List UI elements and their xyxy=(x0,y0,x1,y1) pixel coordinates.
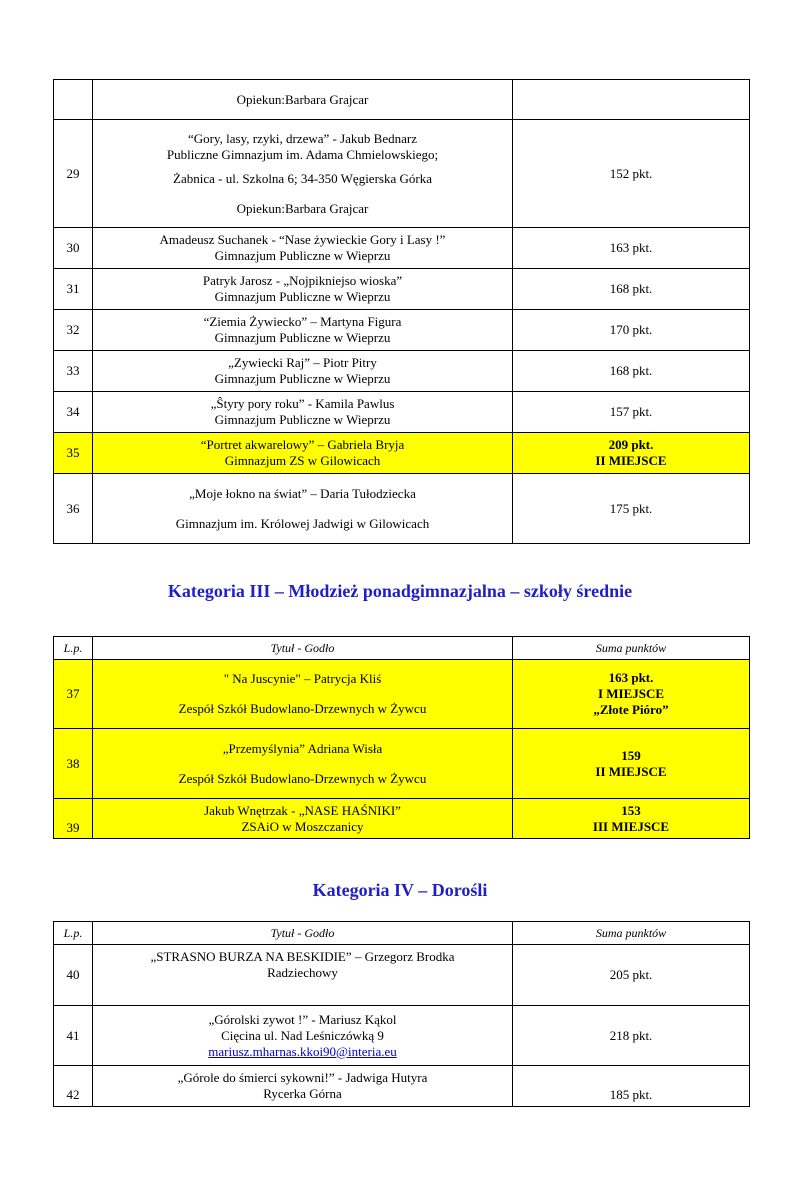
row-number: 36 xyxy=(54,474,93,544)
category-3-heading: Kategoria III – Młodzież ponadgimnazjalna – szkoły średnie xyxy=(167,581,633,601)
row-number: 30 xyxy=(54,228,93,269)
row-number: 31 xyxy=(54,269,93,310)
entry-score: 209 pkt. II MIEJSCE xyxy=(513,433,750,474)
entry-title: „Przemyślynia” Adriana Wisła Zespół Szkół Budowlano-Drzewnych w Żywcu xyxy=(93,729,513,799)
entry-title: „Moje łokno na świat” – Daria Tułodziecka Gimnazjum im. Królowej Jadwigi w Gilowicach xyxy=(93,474,513,544)
table-row-highlighted xyxy=(54,729,750,799)
entry-title: Amadeusz Suchanek - “Nase żywieckie Gory i Lasy !” Gimnazjum Publiczne w Wieprzu xyxy=(93,228,513,269)
header-score: Suma punktów xyxy=(513,922,750,945)
entry-title: Jakub Wnętrzak - „NASE HAŚNIKI” ZSAiO w Moszczanicy xyxy=(93,799,513,839)
row-number: 41 xyxy=(54,1006,93,1066)
row-number: 32 xyxy=(54,310,93,351)
category-4-heading: Kategoria IV – Dorośli xyxy=(312,880,488,900)
table-row-highlighted xyxy=(54,433,750,474)
table-row xyxy=(54,1006,750,1066)
table-row xyxy=(54,1066,750,1107)
entry-score: 168 pkt. xyxy=(513,351,750,392)
row-number: 42 xyxy=(54,1066,93,1107)
results-table-cat2 xyxy=(53,79,750,544)
entry-title: „Górolski zywot !” - Mariusz Kąkol Cięcina ul. Nad Leśniczówką 9 mariusz.mharnas.kkoi90@interia.eu xyxy=(93,1006,513,1066)
table-row xyxy=(54,228,750,269)
entry-score: 153 III MIEJSCE xyxy=(513,799,750,839)
email-link[interactable]: mariusz.mharnas.kkoi90@interia.eu xyxy=(208,1043,397,1059)
entry-score: 163 pkt. xyxy=(513,228,750,269)
row-number: 29 xyxy=(54,120,93,228)
row-number: 34 xyxy=(54,392,93,433)
entry-title: “Gory, lasy, rzyki, drzewa” - Jakub Bednarz Publiczne Gimnazjum im. Adama Chmielowskiego; Żabnica - ul. Szkolna 6; 34-350 Węgierska Górka Opiekun:Barbara Grajcar xyxy=(93,120,513,228)
entry-score: 218 pkt. xyxy=(513,1006,750,1066)
entry-title: „STRASNO BURZA NA BESKIDIE” – Grzegorz Brodka Radziechowy xyxy=(93,945,513,1006)
table-row xyxy=(54,120,750,228)
table-row xyxy=(54,945,750,1006)
results-table-cat3 xyxy=(53,636,750,839)
entry-title: „Zywiecki Raj” – Piotr Pitry Gimnazjum Publiczne w Wieprzu xyxy=(93,351,513,392)
entry-score: 159 II MIEJSCE xyxy=(513,729,750,799)
entry-title: “Portret akwarelowy” – Gabriela Bryja Gimnazjum ZS w Gilowicach xyxy=(93,433,513,474)
header-title: Tytuł - Godło xyxy=(93,637,513,660)
table-row-highlighted xyxy=(54,799,750,839)
entry-score: 168 pkt. xyxy=(513,269,750,310)
entry-title: „Górole do śmierci sykowni!” - Jadwiga Hutyra Rycerka Górna xyxy=(93,1066,513,1107)
table-row xyxy=(54,80,750,120)
row-number: 37 xyxy=(54,660,93,729)
row-number: 35 xyxy=(54,433,93,474)
table-row xyxy=(54,269,750,310)
results-table-cat4 xyxy=(53,921,750,1107)
header-title: Tytuł - Godło xyxy=(93,922,513,945)
table-row xyxy=(54,351,750,392)
entry-score: 170 pkt. xyxy=(513,310,750,351)
header-num: L.p. xyxy=(54,637,93,660)
header-score: Suma punktów xyxy=(513,637,750,660)
row-number: 39 xyxy=(54,799,93,839)
entry-title: " Na Juscynie" – Patrycja Kliś Zespół Szkół Budowlano-Drzewnych w Żywcu xyxy=(93,660,513,729)
table-row xyxy=(54,474,750,544)
header-num: L.p. xyxy=(54,922,93,945)
row-number: 33 xyxy=(54,351,93,392)
entry-score: 185 pkt. xyxy=(513,1066,750,1107)
entry-score: 175 pkt. xyxy=(513,474,750,544)
entry-title: Patryk Jarosz - „Nojpikniejso wioska” Gimnazjum Publiczne w Wieprzu xyxy=(93,269,513,310)
row-number: 40 xyxy=(54,945,93,1006)
entry-title: Opiekun:Barbara Grajcar xyxy=(93,80,513,120)
row-number xyxy=(54,80,93,120)
entry-score: 157 pkt. xyxy=(513,392,750,433)
table-row xyxy=(54,392,750,433)
entry-title: „Ŝtyry pory roku” - Kamila Pawlus Gimnazjum Publiczne w Wieprzu xyxy=(93,392,513,433)
entry-score: 163 pkt. I MIEJSCE „Złote Pióro” xyxy=(513,660,750,729)
table-row xyxy=(54,310,750,351)
entry-score: 152 pkt. xyxy=(513,120,750,228)
table-header xyxy=(54,922,750,945)
entry-score: 205 pkt. xyxy=(513,945,750,1006)
entry-title: “Ziemia Żywiecko” – Martyna Figura Gimnazjum Publiczne w Wieprzu xyxy=(93,310,513,351)
table-row-highlighted xyxy=(54,660,750,729)
table-header xyxy=(54,637,750,660)
row-number: 38 xyxy=(54,729,93,799)
entry-score xyxy=(513,80,750,120)
